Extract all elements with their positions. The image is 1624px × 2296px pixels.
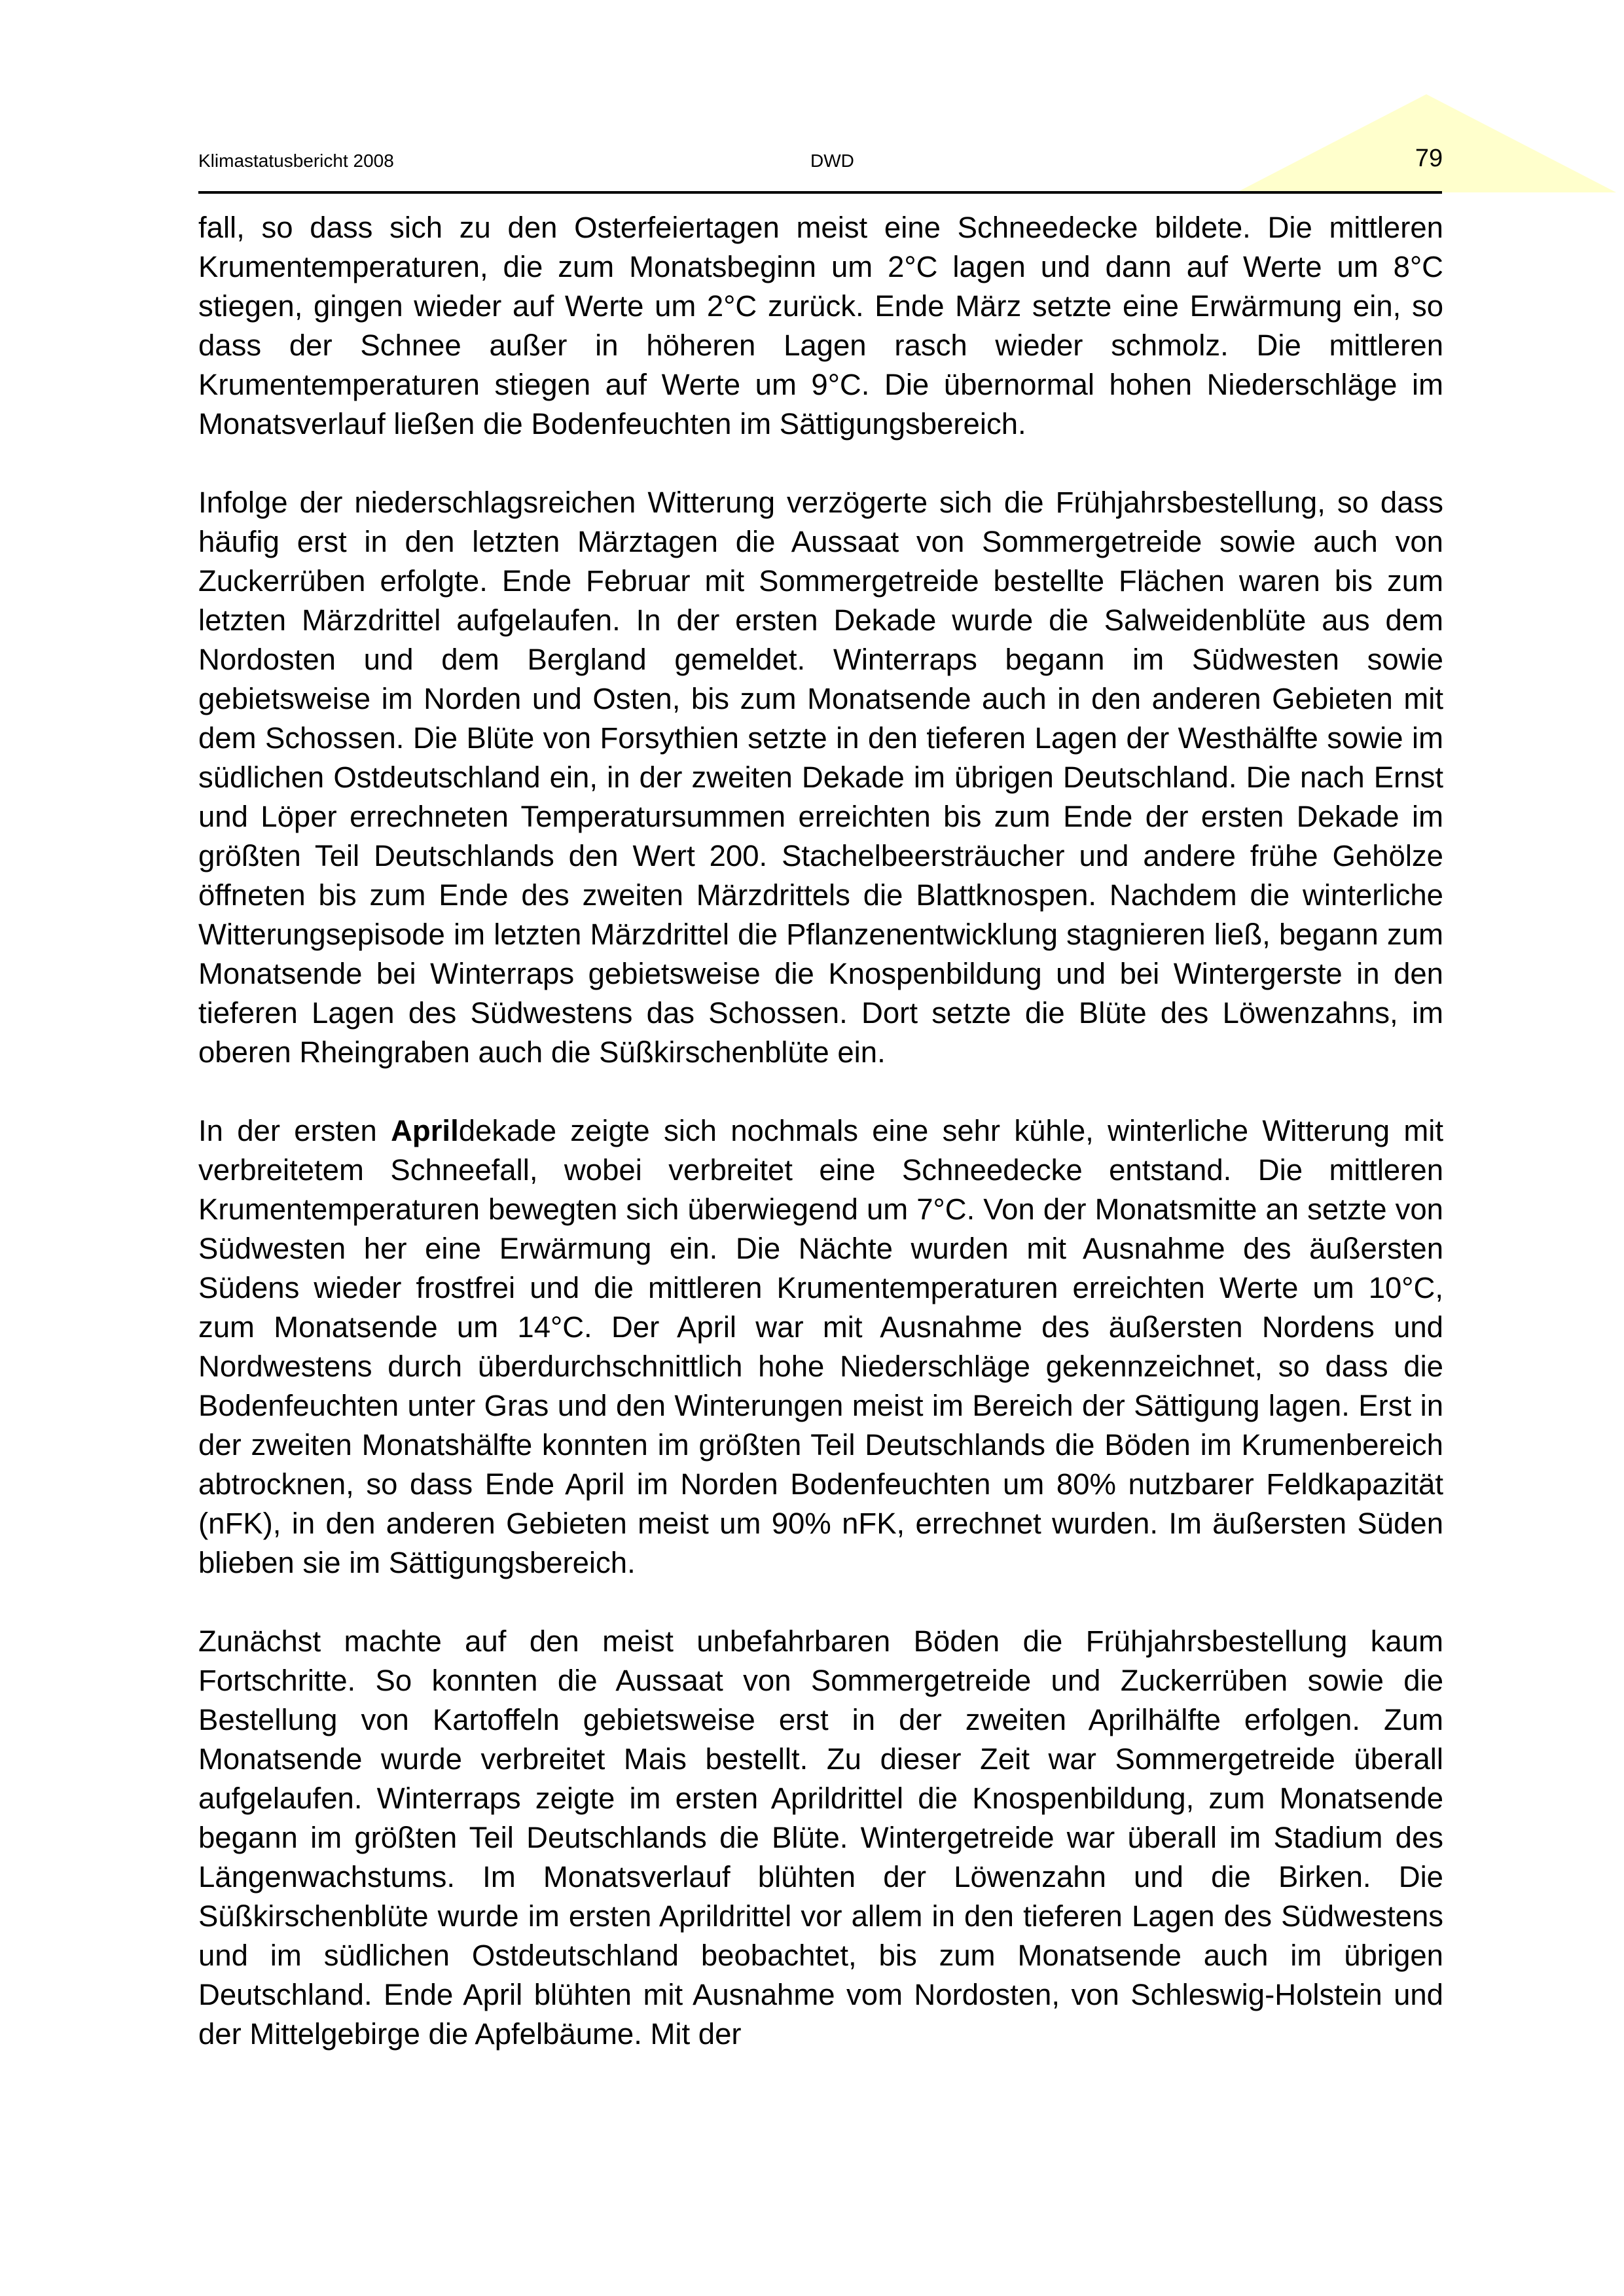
paragraph-text: Infolge der niederschlagsreichen Witterung verzögerte sich die Frühjahrsbestellung, so dass häufig erst in den letzten Märztagen die Aussaat von Sommergetreide sowie auch von Zuckerrüben erfolgte. Ende Februar mit Sommergetreide bestellte Flächen waren bis zum letzten Märzdrittel aufgelaufen. In der ersten Dekade wurde die Salweidenblüte aus dem Nordosten und dem Bergland gemeldet. Winterraps begann im Südwesten sowie gebietsweise im Norden und Osten, bis zum Monatsende auch in den anderen Gebieten mit dem Schossen. Die Blüte von Forsythien setzte in den tieferen Lagen der Westhälfte sowie im südlichen Ostdeutschland ein, in der zweiten Dekade im übrigen Deutschland. Die nach Ernst und Löper errechneten Temperatursummen erreichten bis zum Ende der ersten Dekade im größten Teil Deutschlands den Wert 200. Stachelbeersträucher und andere frühe Gehölze öffneten bis zum Ende des zweiten Märzdrittels die Blattknospen. Nachdem die winterliche Witterungsepisode im letzten Märzdrittel die Pflanzenentwicklung stagnieren ließ, begann zum Monatsende bei Winterraps gebietsweise die Knospenbildung und bei Wintergerste in den tieferen Lagen des Südwestens das Schossen. Dort setzte die Blüte des Löwenzahns, im oberen Rheingraben auch die Süßkirschenblüte ein.	[198, 486, 1443, 1069]
report-title: Klimastatusbericht 2008	[198, 151, 394, 171]
month-highlight: April	[391, 1114, 459, 1147]
paragraph-text: dekade zeigte sich nochmals eine sehr kühle, winterliche Witterung mit verbreitetem Schneefall, wobei verbreitet eine Schneedecke entstand. Die mittleren Krumentemperaturen bewegten sich überwiegend um 7°C. Von der Monatsmitte an setzte von Südwesten her eine Erwärmung ein. Die Nächte wurden mit Ausnahme des äußersten Südens wieder frostfrei und die mittleren Krumentemperaturen erreichten Werte um 10°C, zum Monatsende um 14°C. Der April war mit Ausnahme des äußersten Nordens und Nordwestens durch überdurchschnittlich hohe Niederschläge gekennzeichnet, so dass die Bodenfeuchten unter Gras und den Winterungen meist im Bereich der Sättigung lagen. Erst in der zweiten Monatshälfte konnten im größten Teil Deutschlands die Böden im Krumenbereich abtrocknen, so dass Ende April im Norden Bodenfeuchten um 80% nutzbarer Feldkapazität (nFK), in den anderen Gebieten meist um 90% nFK, errechnet wurden. Im äußersten Süden blieben sie im Sättigungsbereich.	[198, 1114, 1443, 1579]
page-number-triangle	[1236, 94, 1616, 192]
header-rule	[198, 191, 1442, 194]
paragraph-3	[198, 1111, 1443, 1583]
page-number: 79	[1415, 145, 1443, 172]
publisher-label: DWD	[810, 151, 854, 171]
paragraph-2	[198, 483, 1443, 1072]
paragraph-4	[198, 1622, 1443, 2054]
paragraph-text: Zunächst machte auf den meist unbefahrbaren Böden die Frühjahrsbestellung kaum Fortschritte. So konnten die Aussaat von Sommergetreide und Zuckerrüben sowie die Bestellung von Kartoffeln gebietsweise erst in der zweiten Aprilhälfte erfolgen. Zum Monatsende wurde verbreitet Mais bestellt. Zu dieser Zeit war Sommergetreide überall aufgelaufen. Winterraps zeigte im ersten Aprildrittel die Knospenbildung, zum Monatsende begann im größten Teil Deutschlands die Blüte. Wintergetreide war überall im Stadium des Längenwachstums. Im Monatsverlauf blühten der Löwenzahn und die Birken. Die Süßkirschenblüte wurde im ersten Aprildrittel vor allem in den tieferen Lagen des Südwestens und im südlichen Ostdeutschland beobachtet, bis zum Monatsende auch im übrigen Deutschland. Ende April blühten mit Ausnahme vom Nordosten, von Schleswig-Holstein und der Mittelgebirge die Apfelbäume. Mit der	[198, 1624, 1443, 2051]
paragraph-text: fall, so dass sich zu den Osterfeiertagen meist eine Schneedecke bildete. Die mittleren Krumentemperaturen, die zum Monatsbeginn um 2°C lagen und dann auf Werte um 8°C stiegen, gingen wieder auf Werte um 2°C zurück. Ende März setzte eine Erwärmung ein, so dass der Schnee außer in höheren Lagen rasch wieder schmolz. Die mittleren Krumentemperaturen stiegen auf Werte um 9°C. Die übernormal hohen Niederschläge im Monatsverlauf ließen die Bodenfeuchten im Sättigungsbereich.	[198, 211, 1443, 440]
page-header	[198, 131, 1442, 194]
paragraph-text-lead: In der ersten	[198, 1114, 391, 1147]
body-text	[198, 208, 1443, 2093]
paragraph-1	[198, 208, 1443, 444]
